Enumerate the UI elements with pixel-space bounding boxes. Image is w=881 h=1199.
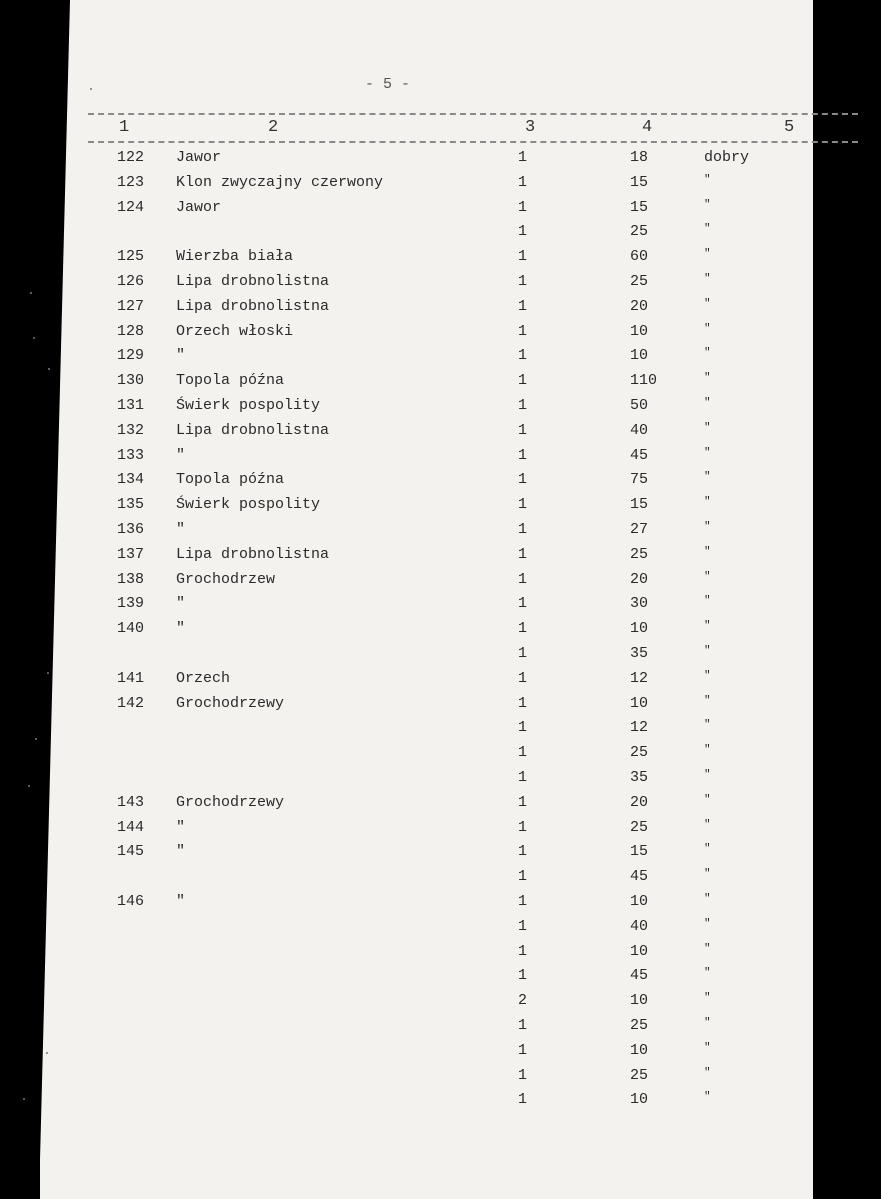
table-row	[0, 1042, 881, 1067]
condition-cell: "	[704, 1041, 711, 1054]
tree-species-cell: Lipa drobnolistna	[176, 297, 330, 315]
condition-cell: "	[704, 917, 711, 930]
table-row	[0, 546, 881, 571]
condition-cell: "	[704, 942, 711, 955]
item-number-cell: 134	[117, 471, 145, 489]
circumference-cell: 45	[630, 967, 649, 985]
table-row	[0, 918, 881, 943]
tree-species-cell: Lipa drobnolistna	[176, 273, 330, 290]
condition-cell: "	[704, 669, 711, 682]
table-row	[0, 620, 881, 645]
quantity-cell: 1	[518, 620, 528, 638]
condition-cell: "	[704, 595, 711, 608]
quantity-cell: 1	[518, 917, 528, 935]
condition-cell: "	[704, 173, 711, 186]
tree-species-cell: Świerk pospolity	[176, 496, 321, 514]
quantity-cell: 1	[518, 322, 528, 340]
table-row	[0, 670, 881, 695]
circumference-cell: 10	[630, 942, 649, 960]
circumference-cell: 45	[630, 868, 649, 886]
condition-cell: "	[704, 421, 711, 434]
table-row	[0, 719, 881, 744]
table-row	[0, 893, 881, 918]
item-number-cell: 125	[117, 248, 145, 266]
quantity-cell: 1	[518, 793, 528, 811]
quantity-cell: 1	[518, 446, 528, 464]
table-row	[0, 1067, 881, 1092]
circumference-cell: 25	[630, 1066, 649, 1084]
quantity-cell: 1	[518, 248, 528, 266]
table-row	[0, 347, 881, 372]
condition-cell: "	[704, 818, 711, 831]
item-number-cell: 136	[117, 521, 145, 538]
quantity-cell: 1	[518, 818, 528, 836]
circumference-cell: 25	[630, 1017, 649, 1034]
circumference-cell: 15	[630, 843, 649, 861]
table-row	[0, 695, 881, 720]
tree-species-cell: "	[176, 620, 186, 638]
item-number-cell: 141	[117, 669, 145, 687]
item-number-cell: 123	[117, 173, 145, 191]
quantity-cell: 1	[518, 694, 528, 712]
condition-cell: "	[704, 372, 711, 385]
speck	[33, 337, 35, 339]
table-row	[0, 223, 881, 248]
circumference-cell: 12	[630, 669, 649, 687]
quantity-cell: 1	[518, 769, 528, 786]
table-row	[0, 645, 881, 670]
circumference-cell: 110	[630, 372, 658, 390]
quantity-cell: 1	[518, 1066, 528, 1084]
table-row	[0, 422, 881, 447]
item-number-cell: 122	[117, 149, 145, 166]
column-header-4: 4	[642, 118, 653, 137]
circumference-cell: 10	[630, 347, 649, 365]
item-number-cell: 132	[117, 421, 145, 439]
table-row	[0, 521, 881, 546]
tree-species-cell: "	[176, 446, 186, 464]
condition-cell: "	[704, 397, 711, 409]
item-number-cell: 128	[117, 322, 145, 340]
table-row	[0, 868, 881, 893]
speck	[46, 1052, 48, 1054]
quantity-cell: 1	[518, 347, 528, 365]
table-row	[0, 323, 881, 348]
quantity-cell: 1	[518, 149, 528, 166]
quantity-cell: 1	[518, 967, 528, 985]
speck	[48, 368, 50, 370]
condition-cell: "	[704, 545, 711, 558]
item-number-cell: 135	[117, 496, 145, 514]
condition-cell: "	[704, 496, 711, 509]
item-number-cell: 139	[117, 595, 145, 613]
quantity-cell: 1	[518, 198, 528, 216]
condition-cell: "	[704, 694, 711, 707]
circumference-cell: 10	[630, 992, 649, 1010]
circumference-cell: 12	[630, 719, 649, 737]
quantity-cell: 1	[518, 645, 528, 662]
tree-species-cell: "	[176, 595, 186, 613]
condition-cell: "	[704, 992, 711, 1005]
item-number-cell: 131	[117, 397, 145, 414]
quantity-cell: 1	[518, 372, 528, 390]
condition-cell: "	[704, 967, 711, 980]
circumference-cell: 25	[630, 818, 649, 836]
table-row	[0, 571, 881, 596]
quantity-cell: 1	[518, 173, 528, 191]
quantity-cell: 1	[518, 223, 528, 241]
quantity-cell: 1	[518, 595, 528, 613]
table-row	[0, 174, 881, 199]
quantity-cell: 1	[518, 893, 528, 910]
circumference-cell: 10	[630, 1091, 649, 1109]
item-number-cell: 142	[117, 694, 145, 712]
condition-cell: "	[704, 744, 711, 757]
circumference-cell: 10	[630, 620, 649, 638]
circumference-cell: 25	[630, 223, 649, 241]
condition-cell: "	[704, 322, 711, 335]
quantity-cell: 1	[518, 1017, 528, 1034]
quantity-cell: 1	[518, 397, 528, 414]
item-number-cell: 137	[117, 545, 145, 563]
quantity-cell: 1	[518, 1091, 528, 1109]
circumference-cell: 20	[630, 570, 649, 588]
condition-cell: "	[704, 1066, 711, 1079]
tree-species-cell: Jawor	[176, 149, 222, 166]
tree-species-cell: Orzech	[176, 669, 231, 687]
column-header-5: 5	[784, 118, 795, 137]
tree-species-cell: Lipa drobnolistna	[176, 421, 330, 439]
speck	[23, 1098, 25, 1100]
condition-cell: "	[704, 248, 711, 261]
circumference-cell: 10	[630, 322, 649, 340]
item-number-cell: 129	[117, 347, 145, 365]
item-number-cell: 144	[117, 818, 145, 836]
column-header-3: 3	[525, 118, 536, 137]
circumference-cell: 20	[630, 793, 649, 811]
item-number-cell: 146	[117, 893, 145, 910]
item-number-cell: 138	[117, 570, 145, 588]
tree-species-cell: "	[176, 347, 186, 365]
tree-species-cell: "	[176, 843, 186, 861]
tree-species-cell: Wierzba biała	[176, 248, 294, 266]
circumference-cell: 25	[630, 273, 649, 290]
table-row	[0, 967, 881, 992]
table-row	[0, 769, 881, 794]
tree-species-cell: Świerk pospolity	[176, 397, 321, 414]
item-number-cell: 127	[117, 297, 145, 315]
tree-species-cell: "	[176, 521, 186, 538]
table-row	[0, 496, 881, 521]
table-row	[0, 447, 881, 472]
tree-species-cell: Lipa drobnolistna	[176, 545, 330, 563]
column-header-1: 1	[119, 118, 130, 137]
table-row	[0, 595, 881, 620]
table-row	[0, 372, 881, 397]
tree-species-cell: Grochodrzewy	[176, 793, 285, 811]
circumference-cell: 60	[630, 248, 649, 266]
circumference-cell: 25	[630, 744, 649, 762]
condition-cell: "	[704, 570, 711, 583]
circumference-cell: 15	[630, 496, 649, 514]
condition-cell: "	[704, 471, 711, 484]
circumference-cell: 18	[630, 149, 649, 166]
circumference-cell: 25	[630, 545, 649, 563]
table-row	[0, 273, 881, 298]
quantity-cell: 1	[518, 1041, 528, 1059]
tree-species-cell: Topola późna	[176, 372, 285, 390]
circumference-cell: 10	[630, 1041, 649, 1059]
circumference-cell: 20	[630, 297, 649, 315]
speck	[90, 88, 92, 90]
table-row	[0, 943, 881, 968]
circumference-cell: 15	[630, 198, 649, 216]
tree-species-cell: Orzech włoski	[176, 322, 294, 340]
quantity-cell: 1	[518, 942, 528, 960]
condition-cell: "	[704, 1091, 711, 1104]
speck	[35, 738, 37, 740]
tree-species-cell: Jawor	[176, 198, 222, 216]
quantity-cell: 1	[518, 669, 528, 687]
circumference-cell: 27	[630, 521, 649, 538]
item-number-cell: 126	[117, 273, 145, 290]
condition-cell: "	[704, 769, 711, 781]
table-row	[0, 1017, 881, 1042]
item-number-cell: 140	[117, 620, 145, 638]
condition-cell: dobry	[704, 149, 750, 166]
circumference-cell: 40	[630, 421, 649, 439]
circumference-cell: 35	[630, 769, 649, 786]
quantity-cell: 1	[518, 496, 528, 514]
table-row	[0, 199, 881, 224]
tree-species-cell: Grochodrzew	[176, 570, 276, 588]
circumference-cell: 10	[630, 893, 649, 910]
tree-species-cell: Grochodrzewy	[176, 694, 285, 712]
condition-cell: "	[704, 893, 711, 905]
circumference-cell: 35	[630, 645, 649, 662]
condition-cell: "	[704, 446, 711, 459]
quantity-cell: 1	[518, 545, 528, 563]
column-header-2: 2	[268, 118, 279, 137]
item-number-cell: 124	[117, 198, 145, 216]
condition-cell: "	[704, 645, 711, 657]
circumference-cell: 15	[630, 173, 649, 191]
table-row	[0, 744, 881, 769]
condition-cell: "	[704, 1017, 711, 1029]
circumference-cell: 40	[630, 917, 649, 935]
table-row	[0, 149, 881, 174]
quantity-cell: 1	[518, 421, 528, 439]
condition-cell: "	[704, 198, 711, 211]
table-row	[0, 992, 881, 1017]
condition-cell: "	[704, 620, 711, 633]
item-number-cell: 130	[117, 372, 145, 390]
table-row	[0, 471, 881, 496]
quantity-cell: 1	[518, 273, 528, 290]
table-row	[0, 843, 881, 868]
condition-cell: "	[704, 793, 711, 806]
item-number-cell: 133	[117, 446, 145, 464]
circumference-cell: 50	[630, 397, 649, 414]
quantity-cell: 1	[518, 719, 528, 737]
tree-species-cell: "	[176, 893, 186, 910]
table-row	[0, 819, 881, 844]
speck	[28, 785, 30, 787]
condition-cell: "	[704, 223, 711, 236]
speck	[30, 292, 32, 294]
speck	[47, 672, 49, 674]
quantity-cell: 1	[518, 843, 528, 861]
circumference-cell: 10	[630, 694, 649, 712]
condition-cell: "	[704, 297, 711, 310]
quantity-cell: 2	[518, 992, 528, 1010]
tree-species-cell: Topola późna	[176, 471, 285, 489]
item-number-cell: 143	[117, 793, 145, 811]
circumference-cell: 30	[630, 595, 649, 613]
condition-cell: "	[704, 273, 711, 285]
quantity-cell: 1	[518, 521, 528, 538]
quantity-cell: 1	[518, 744, 528, 762]
tree-species-cell: "	[176, 818, 186, 836]
quantity-cell: 1	[518, 297, 528, 315]
table-row	[0, 1091, 881, 1116]
condition-cell: "	[704, 843, 711, 856]
quantity-cell: 1	[518, 868, 528, 886]
quantity-cell: 1	[518, 570, 528, 588]
table-row	[0, 298, 881, 323]
circumference-cell: 45	[630, 446, 649, 464]
table-row	[0, 794, 881, 819]
page-number: - 5 -	[365, 76, 411, 93]
circumference-cell: 75	[630, 471, 649, 489]
condition-cell: "	[704, 521, 711, 533]
tree-species-cell: Klon zwyczajny czerwony	[176, 173, 384, 191]
table-row	[0, 248, 881, 273]
table-row	[0, 397, 881, 422]
quantity-cell: 1	[518, 471, 528, 489]
condition-cell: "	[704, 719, 711, 732]
condition-cell: "	[704, 347, 711, 360]
condition-cell: "	[704, 868, 711, 881]
item-number-cell: 145	[117, 843, 145, 861]
